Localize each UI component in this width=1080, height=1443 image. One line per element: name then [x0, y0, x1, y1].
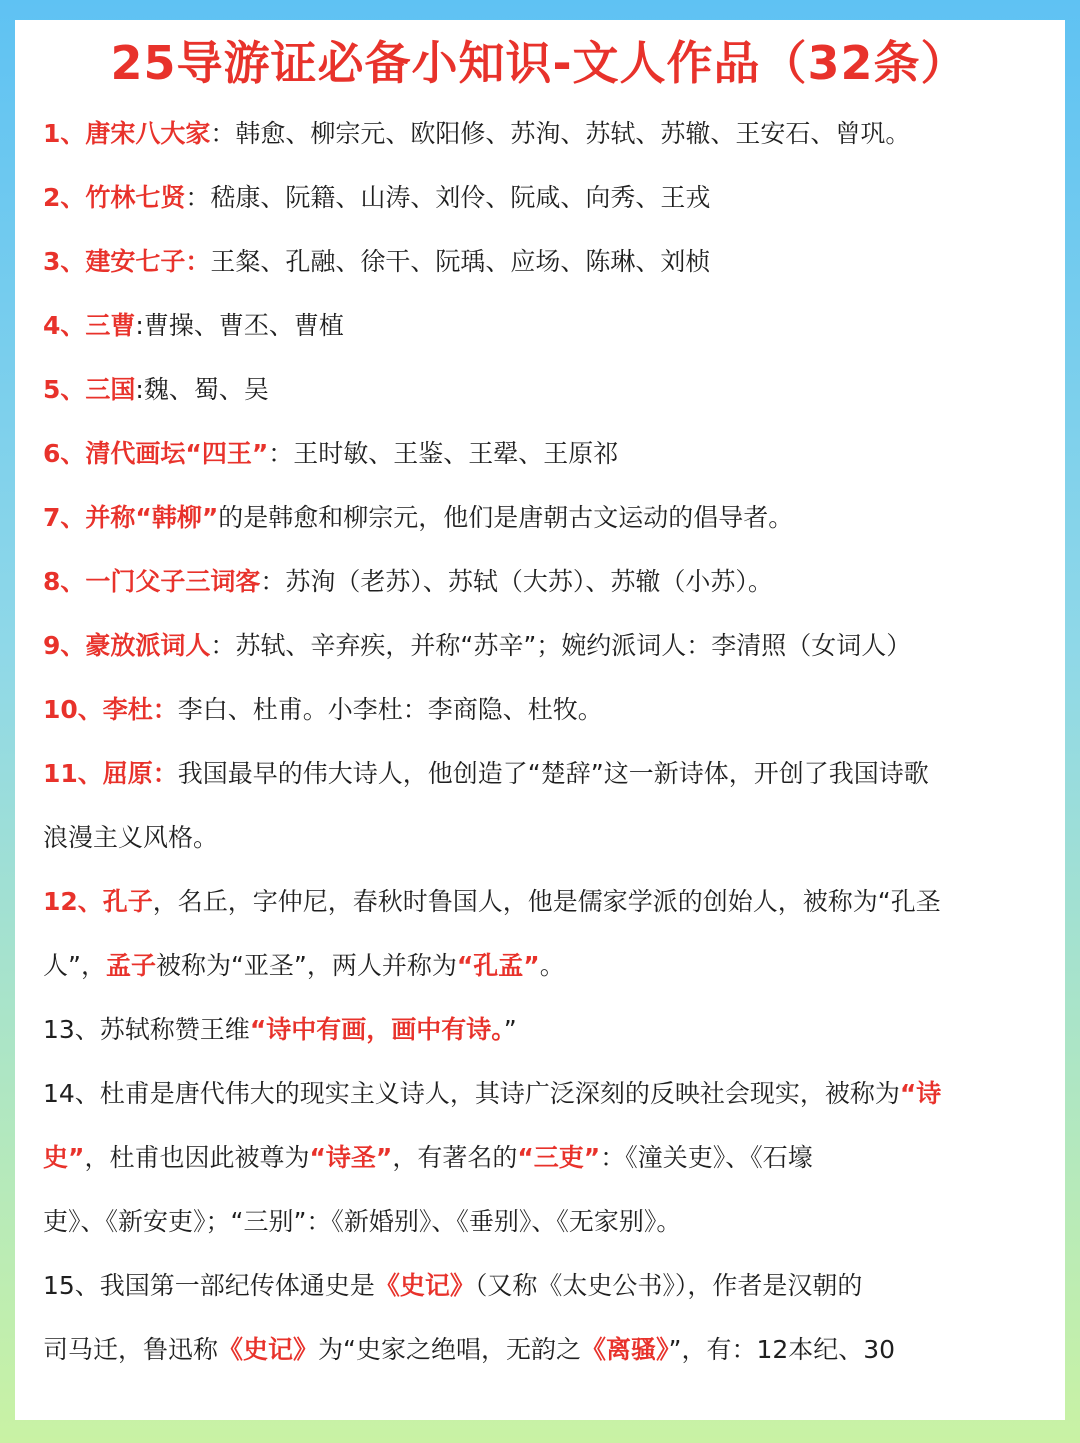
highlight-text: 9、豪放派词人	[43, 631, 211, 660]
highlight-text: 11、屈原：	[43, 759, 178, 788]
page-title: 25导游证必备小知识-文人作品（32条）	[110, 36, 968, 90]
knowledge-line	[43, 294, 1035, 358]
body-text: ”	[503, 1015, 517, 1044]
knowledge-line	[43, 1254, 1035, 1318]
highlight-text: “诗圣”	[309, 1143, 393, 1172]
body-text: （又称《太史公书》），作者是汉朝的	[474, 1271, 863, 1300]
highlight-text: 《史记》	[374, 1271, 475, 1300]
body-text: 的是韩愈和柳宗元，他们是唐朝古文运动的倡导者。	[218, 503, 794, 532]
knowledge-line	[43, 1062, 1035, 1126]
body-text: ，有著名的	[392, 1143, 518, 1172]
body-text: 13、苏轼称赞王维	[43, 1015, 250, 1044]
highlight-text: 3、建安七子：	[43, 247, 211, 276]
knowledge-line	[43, 1190, 1035, 1254]
note-card	[15, 20, 1065, 1420]
body-text: ：苏洵（老苏）、苏轼（大苏）、苏辙（小苏）。	[260, 567, 773, 596]
highlight-text: 10、李杜：	[43, 695, 178, 724]
knowledge-line	[43, 742, 1035, 806]
body-text: 为“史家之绝唱，无韵之	[318, 1335, 581, 1364]
body-text: 吏》、《新安吏》；“三别”：《新婚别》、《垂别》、《无家别》。	[43, 1207, 682, 1236]
highlight-text: 史”	[43, 1143, 85, 1172]
knowledge-line	[43, 934, 1035, 998]
knowledge-line	[43, 678, 1035, 742]
highlight-text: 12、孔子	[43, 887, 153, 916]
body-text: ：王时敏、王鉴、王翚、王原祁	[268, 439, 619, 468]
body-text: ：《潼关吏》、《石壕	[600, 1143, 813, 1172]
knowledge-line	[43, 1126, 1035, 1190]
knowledge-line	[43, 358, 1035, 422]
body-text: 浪漫主义风格。	[43, 823, 219, 852]
highlight-text: “诗中有画，画中有诗。	[249, 1015, 504, 1044]
body-text: :曹操、曹丕、曹植	[135, 311, 344, 340]
body-text: ”，有：12本纪、30	[668, 1335, 896, 1364]
body-text: ，杜甫也因此被尊为	[84, 1143, 310, 1172]
knowledge-line	[43, 806, 1035, 870]
knowledge-line	[43, 102, 1035, 166]
highlight-text: 《离骚》	[580, 1335, 669, 1364]
highlight-text: “孔孟”	[456, 951, 540, 980]
body-text: 人”，	[43, 951, 106, 980]
body-text: 司马迁，鲁迅称	[43, 1335, 219, 1364]
highlight-text: 孟子	[105, 951, 156, 980]
knowledge-line	[43, 1318, 1035, 1382]
body-text: 15、我国第一部纪传体通史是	[43, 1271, 375, 1300]
highlight-text: 7、并称“韩柳”	[43, 503, 219, 532]
highlight-text: 1、唐宋八大家	[43, 119, 211, 148]
highlight-text: 4、三曹	[43, 311, 136, 340]
knowledge-line	[43, 614, 1035, 678]
body-text: 王粲、孔融、徐干、阮瑀、应场、陈琳、刘桢	[210, 247, 711, 276]
knowledge-line	[43, 230, 1035, 294]
body-text: ：韩愈、柳宗元、欧阳修、苏洵、苏轼、苏辙、王安石、曾巩。	[210, 119, 911, 148]
body-text: 我国最早的伟大诗人，他创造了“楚辞”这一新诗体，开创了我国诗歌	[177, 759, 929, 788]
highlight-text: 6、清代画坛“四王”	[43, 439, 269, 468]
highlight-text: “诗	[899, 1079, 942, 1108]
knowledge-line	[43, 422, 1035, 486]
body-text: :魏、蜀、吴	[135, 375, 269, 404]
knowledge-line	[43, 870, 1035, 934]
highlight-text: 8、一门父子三词客	[43, 567, 261, 596]
knowledge-line	[43, 166, 1035, 230]
body-text: 李白、杜甫。小李杜：李商隐、杜牧。	[177, 695, 603, 724]
body-text: 14、杜甫是唐代伟大的现实主义诗人，其诗广泛深刻的反映社会现实，被称为	[43, 1079, 900, 1108]
knowledge-line	[43, 550, 1035, 614]
highlight-text: 5、三国	[43, 375, 136, 404]
knowledge-line	[43, 998, 1035, 1062]
body-text: 。	[539, 951, 565, 980]
knowledge-line	[43, 486, 1035, 550]
knowledge-list	[43, 102, 1035, 1382]
body-text: ，名丘，字仲尼，春秋时鲁国人，他是儒家学派的创始人，被称为“孔圣	[152, 887, 941, 916]
highlight-text: 《史记》	[218, 1335, 319, 1364]
body-text: ：苏轼、辛弃疾，并称“苏辛”；婉约派词人：李清照（女词人）	[210, 631, 912, 660]
body-text: ：嵇康、阮籍、山涛、刘伶、阮咸、向秀、王戎	[185, 183, 711, 212]
highlight-text: “三吏”	[517, 1143, 601, 1172]
body-text: 被称为“亚圣”，两人并称为	[155, 951, 457, 980]
highlight-text: 2、竹林七贤	[43, 183, 186, 212]
